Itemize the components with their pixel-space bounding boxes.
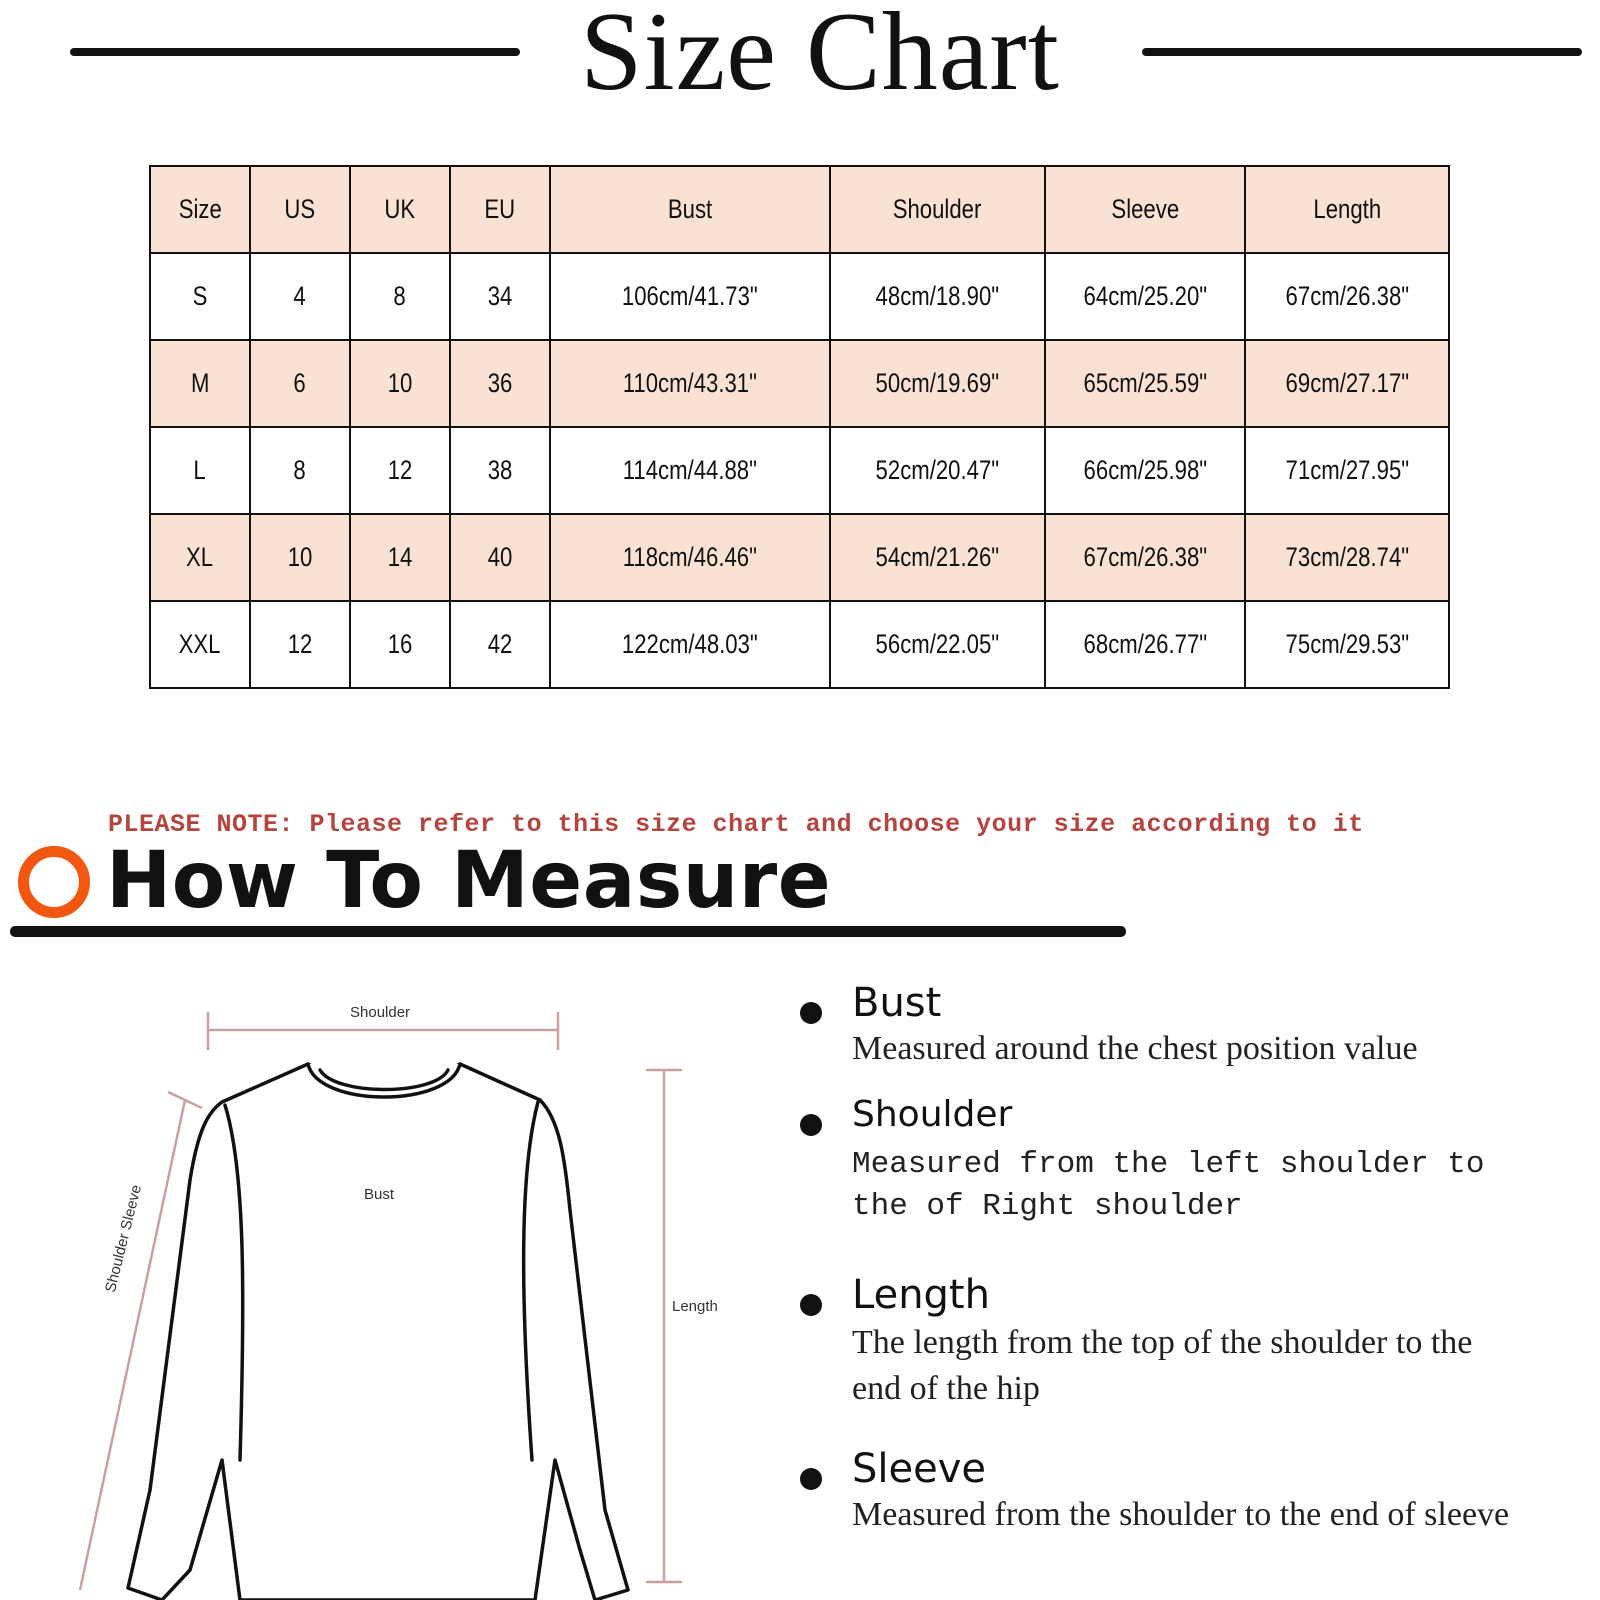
table-cell: 106cm/41.73" (550, 253, 830, 340)
table-cell: 4 (250, 253, 350, 340)
table-cell: L (150, 427, 250, 514)
table-header-row (150, 166, 1449, 253)
table-row (150, 601, 1449, 688)
table-cell: 110cm/43.31" (550, 340, 830, 427)
table-cell: 50cm/19.69" (830, 340, 1045, 427)
table-cell: 56cm/22.05" (830, 601, 1045, 688)
header-uk: UK (350, 166, 450, 253)
table-cell: 12 (250, 601, 350, 688)
diagram-label-bust: Bust (364, 1186, 395, 1203)
bullet-icon (800, 1294, 822, 1316)
header-length: Length (1245, 166, 1449, 253)
table-cell: 8 (250, 427, 350, 514)
table-cell: XL (150, 514, 250, 601)
table-cell: 65cm/25.59" (1045, 340, 1245, 427)
table-cell: M (150, 340, 250, 427)
table-cell: 122cm/48.03" (550, 601, 830, 688)
bullet-icon (800, 1114, 822, 1136)
size-note: PLEASE NOTE: Please refer to this size chart and choose your size according to it (108, 810, 1364, 839)
table-cell: 67cm/26.38" (1045, 514, 1245, 601)
table-row (150, 340, 1449, 427)
table-cell: 38 (450, 427, 550, 514)
table-cell: 114cm/44.88" (550, 427, 830, 514)
header-size: Size (150, 166, 250, 253)
diagram-label-length: Length (672, 1298, 718, 1315)
header-shoulder: Shoulder (830, 166, 1045, 253)
header-sleeve: Sleeve (1045, 166, 1245, 253)
definition-title: Length (852, 1272, 990, 1318)
definition-text: Measured around the chest position value (852, 1030, 1418, 1067)
table-cell: 52cm/20.47" (830, 427, 1045, 514)
table-cell: 6 (250, 340, 350, 427)
table-row (150, 427, 1449, 514)
table-cell: XXL (150, 601, 250, 688)
table-cell: S (150, 253, 250, 340)
sweater-diagram (50, 990, 750, 1600)
table-cell: 54cm/21.26" (830, 514, 1045, 601)
header-us: US (250, 166, 350, 253)
title-row (0, 0, 1600, 114)
table-cell: 8 (350, 253, 450, 340)
table-row (150, 253, 1449, 340)
sweater-outline-icon (50, 990, 750, 1600)
title-rule-right (1142, 48, 1582, 56)
table-cell: 34 (450, 253, 550, 340)
bullet-icon (800, 1468, 822, 1490)
diagram-label-shoulder: Shoulder (350, 1004, 411, 1021)
definition-text: Measured from the shoulder to the end of sleeve (852, 1496, 1510, 1533)
definition-text: Measured from the left shoulder to the of Right shoulder (852, 1147, 1485, 1224)
table-cell: 73cm/28.74" (1245, 514, 1449, 601)
definition-title: Bust (852, 980, 942, 1026)
definition-text: The length from the top of the shoulder to the end of the hip (852, 1324, 1473, 1407)
heading-underline (10, 926, 1126, 937)
header-bust: Bust (550, 166, 830, 253)
title-rule-left (70, 48, 520, 56)
table-cell: 118cm/46.46" (550, 514, 830, 601)
table-row (150, 514, 1449, 601)
definition-title: Sleeve (852, 1446, 987, 1492)
table-cell: 48cm/18.90" (830, 253, 1045, 340)
table-cell: 71cm/27.95" (1245, 427, 1449, 514)
table-cell: 16 (350, 601, 450, 688)
how-to-measure-heading: How To Measure (106, 836, 832, 926)
table-cell: 14 (350, 514, 450, 601)
table-cell: 12 (350, 427, 450, 514)
table-cell: 66cm/25.98" (1045, 427, 1245, 514)
table-cell: 40 (450, 514, 550, 601)
table-cell: 10 (250, 514, 350, 601)
table-cell: 75cm/29.53" (1245, 601, 1449, 688)
diagram-label-sleeve: Shoulder Sleeve (102, 1183, 146, 1295)
page-title: Size Chart (580, 0, 1060, 114)
bullet-icon (800, 1002, 822, 1024)
header-eu: EU (450, 166, 550, 253)
size-chart-table (149, 165, 1450, 689)
table-cell: 42 (450, 601, 550, 688)
table-cell: 67cm/26.38" (1245, 253, 1449, 340)
table-cell: 68cm/26.77" (1045, 601, 1245, 688)
table-cell: 64cm/25.20" (1045, 253, 1245, 340)
table-cell: 10 (350, 340, 450, 427)
table-cell: 36 (450, 340, 550, 427)
orange-ring-icon (18, 846, 90, 918)
definition-title: Shoulder (852, 1094, 1013, 1135)
table-cell: 69cm/27.17" (1245, 340, 1449, 427)
